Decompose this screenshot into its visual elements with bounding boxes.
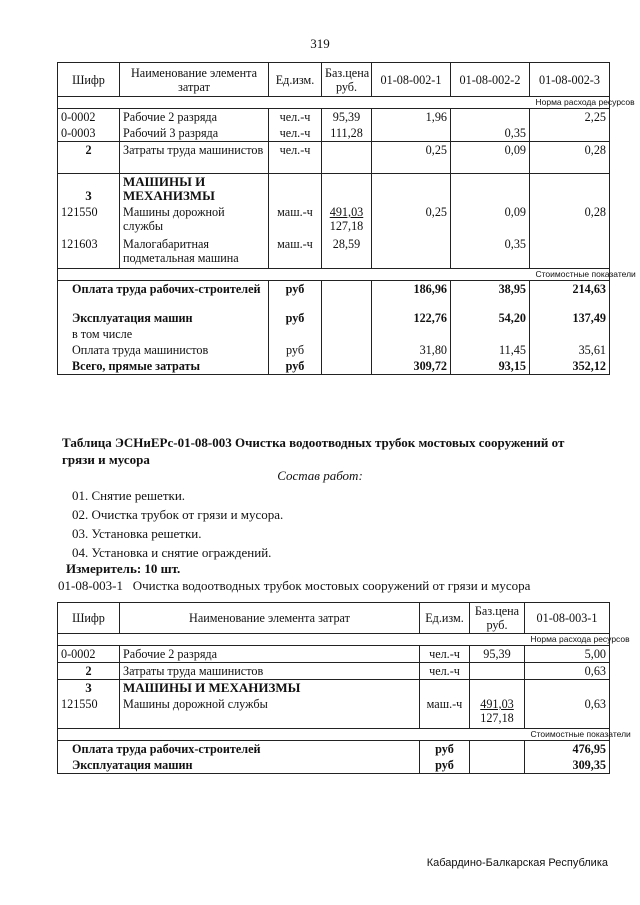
header-shifr: Шифр bbox=[58, 603, 120, 634]
table-row: Оплата труда рабочих-строителей руб 186,96 38,95 214,63 bbox=[58, 280, 610, 310]
list-item: 03. Установка решетки. bbox=[72, 526, 202, 541]
list-item: 04. Установка и снятие ограждений. bbox=[72, 545, 272, 560]
table-row: 0-0002 Рабочие 2 разряда чел.-ч 95,39 1,96 2,25 bbox=[58, 109, 610, 126]
works-list bbox=[72, 486, 283, 562]
table-row: 0-0002 Рабочие 2 разряда чел.-ч 95,39 5,00 bbox=[58, 646, 610, 663]
measure-unit: Измеритель: 10 шт. bbox=[66, 561, 181, 576]
table-row: Оплата труда машинистов руб 31,80 11,45 35,61 bbox=[58, 342, 610, 358]
header-col2: 01-08-002-2 bbox=[451, 63, 530, 97]
table-row: 121603 Малогабаритная подметальная машина маш.-ч 28,59 0,35 bbox=[58, 236, 610, 268]
header-name: Наименование элемента затрат bbox=[120, 603, 420, 634]
header-name: Наименование элемента затрат bbox=[120, 63, 269, 97]
table-row: 121550 Машины дорожной службы маш.-ч 491,03 127,18 0,63 bbox=[58, 696, 610, 728]
table-row: Всего, прямые затраты руб 309,72 93,15 352,12 bbox=[58, 358, 610, 375]
table-row: в том числе bbox=[58, 326, 610, 342]
table-row: 2 Затраты труда машинистов чел.-ч 0,25 0,09 0,28 bbox=[58, 142, 610, 174]
norm-label: Норма расхода ресурсов bbox=[535, 97, 635, 107]
table-row: Эксплуатация машин руб 122,76 54,20 137,49 bbox=[58, 310, 610, 326]
header-unit: Ед.изм. bbox=[269, 63, 322, 97]
machines-header-row: 3 МАШИНЫ И МЕХАНИЗМЫ bbox=[58, 174, 610, 205]
list-item: 01. Снятие решетки. bbox=[72, 488, 186, 503]
table-row: 2 Затраты труда машинистов чел.-ч 0,63 bbox=[58, 663, 610, 680]
header-price: Баз.цена руб. bbox=[470, 603, 525, 634]
header-shifr: Шифр bbox=[58, 63, 120, 97]
cost-label: Стоимостные показатели bbox=[535, 268, 636, 279]
resource-table-2 bbox=[57, 602, 631, 774]
table-row: 0-0003 Рабочий 3 разряда чел.-ч 111,28 0,35 bbox=[58, 125, 610, 142]
table-row: 121550 Машины дорожной службы маш.-ч 491,03 127,18 0,25 0,09 0,28 bbox=[58, 204, 610, 236]
header-price: Баз.цена руб. bbox=[322, 63, 372, 97]
header-col1: 01-08-002-1 bbox=[372, 63, 451, 97]
works-caption: Состав работ: bbox=[277, 468, 363, 483]
machines-header-row: 3 МАШИНЫ И МЕХАНИЗМЫ bbox=[58, 680, 610, 697]
list-item: 02. Очистка трубок от грязи и мусора. bbox=[72, 507, 284, 522]
item-line: 01-08-003-1 Очистка водоотводных трубок мостовых сооружений от грязи и мусора bbox=[58, 578, 531, 593]
resource-table-1 bbox=[57, 62, 636, 375]
footer-region: Кабардино-Балкарская Республика bbox=[426, 857, 608, 869]
page-number: 319 bbox=[310, 36, 330, 51]
header-col3: 01-08-002-3 bbox=[530, 63, 610, 97]
table-row: Эксплуатация машин руб 309,35 bbox=[58, 757, 610, 774]
table-row: Оплата труда рабочих-строителей руб 476,95 bbox=[58, 740, 610, 757]
cost-label: Стоимостные показатели bbox=[530, 728, 631, 739]
section-title: Таблица ЭСНиЕРс-01-08-003 Очистка водоотводных трубок мостовых сооружений от грязи и мусора bbox=[62, 435, 565, 467]
header-col1: 01-08-003-1 bbox=[525, 603, 610, 634]
header-unit: Ед.изм. bbox=[420, 603, 470, 634]
norm-label: Норма расхода ресурсов bbox=[530, 634, 630, 644]
